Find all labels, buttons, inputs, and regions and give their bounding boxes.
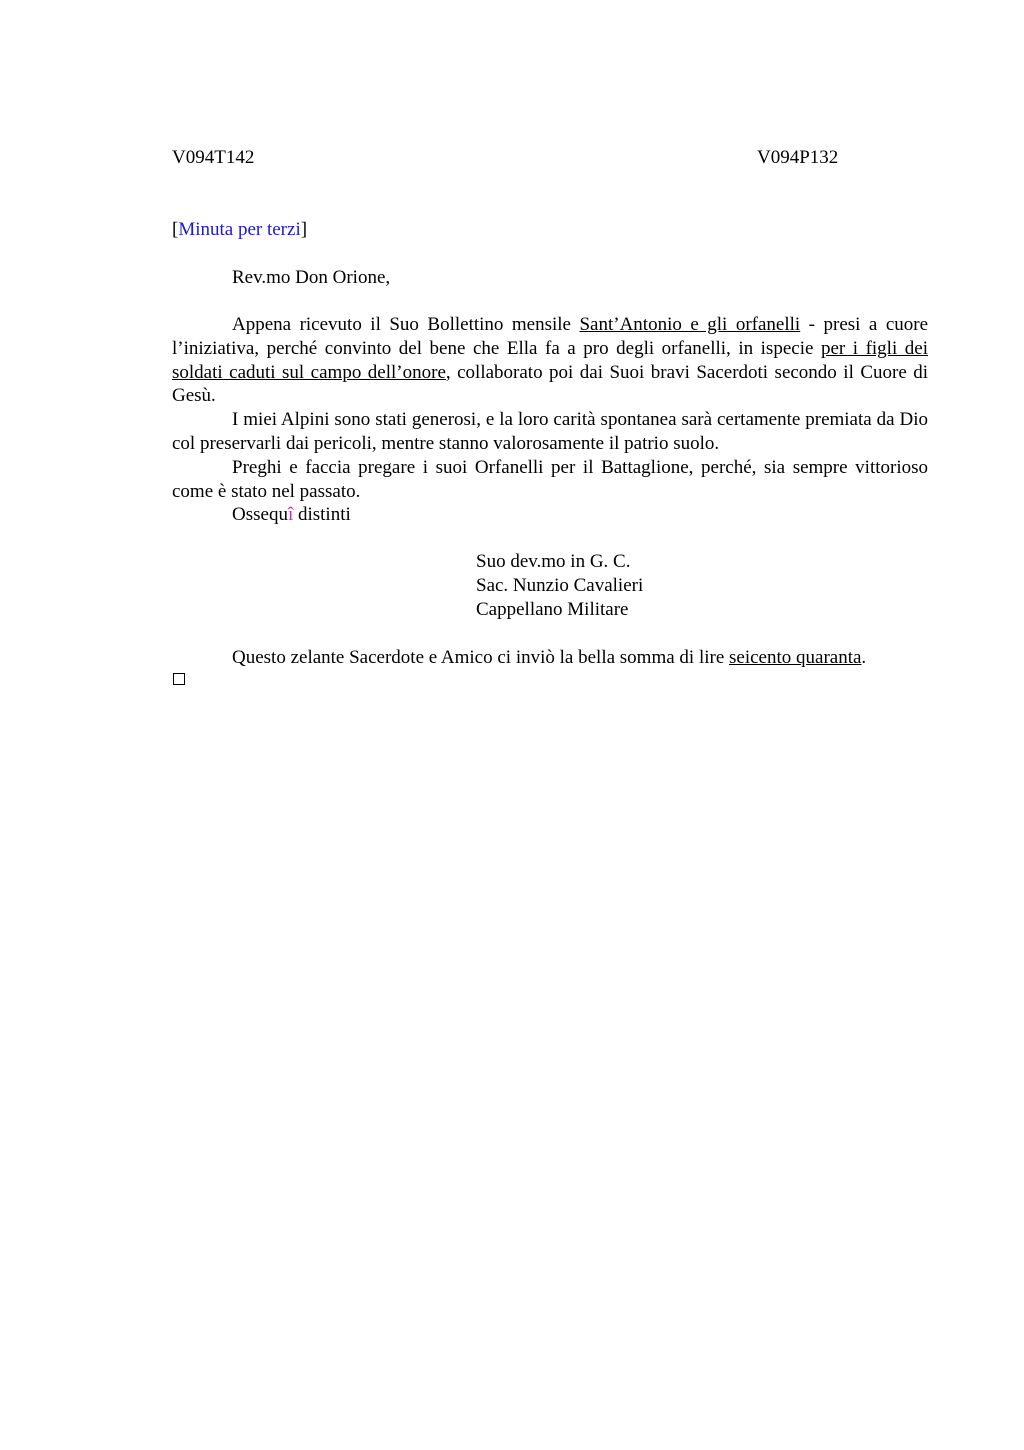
donation-amount: seicento quaranta bbox=[729, 647, 862, 668]
note-close-bracket: ] bbox=[300, 219, 308, 240]
note-open-bracket: [ bbox=[172, 219, 179, 240]
salutation: Rev.mo Don Orione, bbox=[232, 267, 391, 288]
document-code-right: V094P132 bbox=[757, 147, 839, 168]
signature-line-1: Suo dev.mo in G. C. bbox=[476, 551, 631, 572]
closing-text-b: . bbox=[861, 647, 867, 668]
draft-note bbox=[172, 218, 307, 242]
signature-title: Cappellano Militare bbox=[476, 599, 629, 620]
paragraph-1-text-b: - presi a cuore l’iniziativa, perché convinto del bene che Ella fa a pro degli orfanelli, in ispecie bbox=[172, 314, 929, 359]
paragraph-4 bbox=[172, 503, 928, 527]
accent-mark: î bbox=[287, 504, 294, 526]
closing-note bbox=[232, 646, 866, 670]
paragraph-4-text-b: distinti bbox=[293, 504, 351, 526]
paragraph-3: Preghi e faccia pregare i suoi Orfanelli per il Battaglione, perché, sia sempre vittorioso come è stato nel passato. bbox=[172, 456, 928, 502]
orphans-phrase: per i figli dei soldati caduti sul campo dell’onore bbox=[172, 337, 928, 383]
paragraph-1-text-c: , collaborato poi dai Suoi bravi Sacerdoti secondo il Cuore di Gesù. bbox=[172, 361, 929, 407]
paragraph-2: I miei Alpini sono stati generosi, e la loro carità spontanea sarà certamente premiata da Dio col preservarli dai pericoli, mentre stanno valorosamente il patrio suolo. bbox=[172, 409, 928, 454]
bulletin-title: Sant’Antonio e gli orfanelli bbox=[579, 314, 801, 335]
paragraph-1-text-a: Appena ricevuto il Suo Bollettino mensile bbox=[232, 314, 580, 335]
paragraph-4-text-a: Ossequ bbox=[232, 504, 288, 526]
document-code-left: V094T142 bbox=[172, 147, 255, 168]
paragraph-1 bbox=[172, 313, 928, 408]
note-label: Minuta per terzi bbox=[178, 219, 301, 240]
signature-name: Sac. Nunzio Cavalieri bbox=[476, 575, 644, 596]
letter-body bbox=[172, 313, 928, 527]
closing-text-a: Questo zelante Sacerdote e Amico ci inviò la bella somma di lire bbox=[232, 647, 730, 668]
end-marker-box bbox=[173, 673, 185, 685]
